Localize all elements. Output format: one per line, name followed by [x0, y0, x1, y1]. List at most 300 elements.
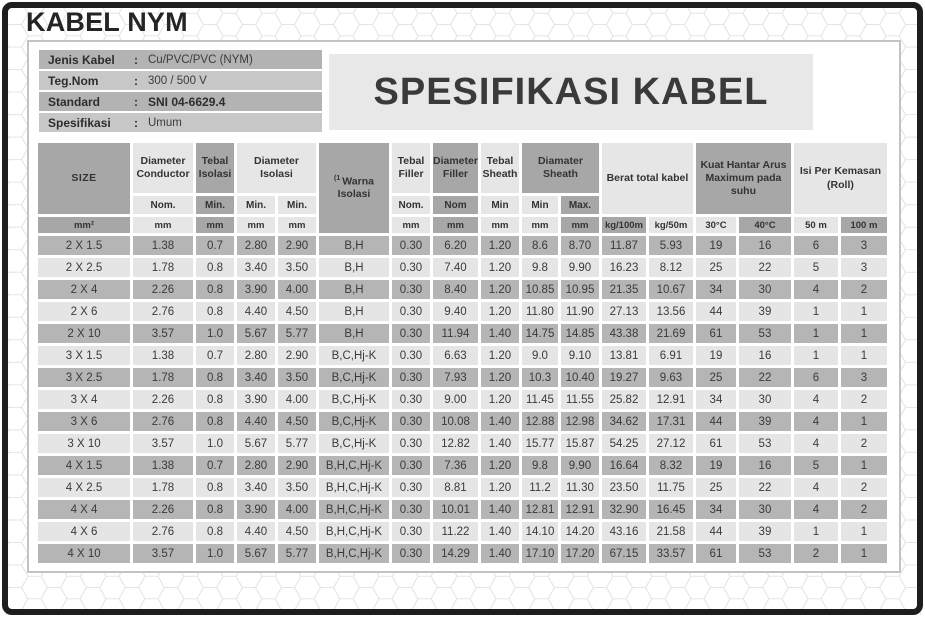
value-cell: 0.30 — [392, 368, 430, 387]
info-value: 300 / 500 V — [148, 74, 207, 87]
value-cell: 17.20 — [561, 544, 599, 563]
unit-40c: 40°C — [739, 217, 791, 233]
value-cell: 1.78 — [133, 478, 193, 497]
value-cell: 25 — [696, 258, 736, 277]
subheader-min: Min — [481, 196, 519, 214]
value-cell: 4 — [794, 434, 838, 453]
value-cell: 0.30 — [392, 478, 430, 497]
col-header-diameter-filler: Diameter Filler — [433, 143, 478, 193]
value-cell: 11.22 — [433, 522, 478, 541]
spec-table-body — [38, 236, 887, 563]
unit-mm: mm — [392, 217, 430, 233]
value-cell: B,C,Hj-K — [319, 390, 389, 409]
value-cell: 0.30 — [392, 412, 430, 431]
value-cell: 15.87 — [561, 434, 599, 453]
unit-50m: 50 m — [794, 217, 838, 233]
value-cell: 5 — [794, 456, 838, 475]
value-cell: 53 — [739, 544, 791, 563]
info-label: Spesifikasi — [48, 115, 111, 130]
subheader-min: Min. — [278, 196, 316, 214]
value-cell: 2.90 — [278, 456, 316, 475]
value-cell: 1 — [841, 456, 887, 475]
value-cell: 54.25 — [602, 434, 646, 453]
value-cell: 1.20 — [481, 368, 519, 387]
value-cell: 11.30 — [561, 478, 599, 497]
value-cell: 1.0 — [196, 324, 234, 343]
content-box — [27, 40, 901, 573]
value-cell: 1 — [841, 412, 887, 431]
value-cell: 1.20 — [481, 280, 519, 299]
value-cell: 23.50 — [602, 478, 646, 497]
info-row-standard — [39, 92, 322, 111]
value-cell: 12.81 — [522, 500, 558, 519]
value-cell: 4.00 — [278, 280, 316, 299]
value-cell: 0.8 — [196, 500, 234, 519]
value-cell: 3 — [841, 236, 887, 255]
value-cell: 39 — [739, 522, 791, 541]
value-cell: 8.81 — [433, 478, 478, 497]
value-cell: 30 — [739, 500, 791, 519]
size-cell: 2 X 6 — [38, 302, 130, 321]
value-cell: B,C,Hj-K — [319, 412, 389, 431]
value-cell: 12.91 — [649, 390, 693, 409]
value-cell: 2 — [794, 544, 838, 563]
table-row — [38, 412, 887, 431]
value-cell: 1.20 — [481, 346, 519, 365]
col-header-diamater-sheath: Diamater Sheath — [522, 143, 599, 193]
value-cell: 11.75 — [649, 478, 693, 497]
table-row — [38, 368, 887, 387]
value-cell: 1.38 — [133, 456, 193, 475]
value-cell: 1 — [841, 544, 887, 563]
table-row — [38, 456, 887, 475]
value-cell: 0.8 — [196, 478, 234, 497]
value-cell: B,C,Hj-K — [319, 346, 389, 365]
value-cell: 0.8 — [196, 368, 234, 387]
table-row — [38, 434, 887, 453]
value-cell: 4.00 — [278, 390, 316, 409]
value-cell: 16.64 — [602, 456, 646, 475]
value-cell: 2 — [841, 434, 887, 453]
value-cell: 9.10 — [561, 346, 599, 365]
col-header-isi-per-kemasan — [794, 143, 887, 214]
value-cell: B,C,Hj-K — [319, 434, 389, 453]
info-row-jenis-kabel — [39, 50, 322, 69]
value-cell: 33.57 — [649, 544, 693, 563]
value-cell: 2.76 — [133, 302, 193, 321]
value-cell: 1.20 — [481, 390, 519, 409]
table-row — [38, 522, 887, 541]
subheader-nom: Nom — [433, 196, 478, 214]
value-cell: 2.80 — [237, 456, 275, 475]
value-cell: 0.30 — [392, 434, 430, 453]
value-cell: 14.10 — [522, 522, 558, 541]
value-cell: 10.95 — [561, 280, 599, 299]
value-cell: 10.67 — [649, 280, 693, 299]
size-cell: 4 X 1.5 — [38, 456, 130, 475]
subheader-min: Min — [522, 196, 558, 214]
value-cell: 9.00 — [433, 390, 478, 409]
value-cell: 2.26 — [133, 500, 193, 519]
size-cell: 4 X 2.5 — [38, 478, 130, 497]
value-cell: 16 — [739, 456, 791, 475]
value-cell: 61 — [696, 434, 736, 453]
value-cell: 5.67 — [237, 324, 275, 343]
value-cell: 27.12 — [649, 434, 693, 453]
value-cell: 1.20 — [481, 302, 519, 321]
value-cell: B,H — [319, 302, 389, 321]
value-cell: 0.8 — [196, 280, 234, 299]
col-header-tebal-isolasi: Tebal Isolasi — [196, 143, 234, 193]
value-cell: 34.62 — [602, 412, 646, 431]
size-cell: 2 X 2.5 — [38, 258, 130, 277]
value-cell: 8.32 — [649, 456, 693, 475]
value-cell: 3.50 — [278, 368, 316, 387]
value-cell: 61 — [696, 324, 736, 343]
value-cell: 9.90 — [561, 258, 599, 277]
info-value: Umum — [148, 116, 182, 129]
value-cell: 15.77 — [522, 434, 558, 453]
value-cell: 16 — [739, 236, 791, 255]
unit-mm: mm — [481, 217, 519, 233]
value-cell: 11.45 — [522, 390, 558, 409]
col-header-diameter-conductor: Diameter Conductor — [133, 143, 193, 193]
value-cell: 0.30 — [392, 258, 430, 277]
value-cell: 3.57 — [133, 434, 193, 453]
col-header-kuat-hantar: Kuat Hantar Arus Maximum pada suhu — [696, 143, 791, 214]
unit-mm: mm — [278, 217, 316, 233]
value-cell: 16.45 — [649, 500, 693, 519]
value-cell: 43.38 — [602, 324, 646, 343]
value-cell: 3.40 — [237, 258, 275, 277]
value-cell: 14.85 — [561, 324, 599, 343]
value-cell: 0.30 — [392, 324, 430, 343]
isi-line2: (Roll) — [827, 178, 854, 191]
value-cell: 1.40 — [481, 434, 519, 453]
value-cell: 0.30 — [392, 236, 430, 255]
value-cell: 12.82 — [433, 434, 478, 453]
value-cell: 1 — [841, 324, 887, 343]
info-value: Cu/PVC/PVC (NYM) — [148, 53, 253, 66]
value-cell: 3.57 — [133, 544, 193, 563]
value-cell: 61 — [696, 544, 736, 563]
value-cell: 1 — [841, 346, 887, 365]
value-cell: 34 — [696, 390, 736, 409]
value-cell: 2.26 — [133, 280, 193, 299]
value-cell: 17.31 — [649, 412, 693, 431]
value-cell: 4 — [794, 412, 838, 431]
value-cell: 3.50 — [278, 258, 316, 277]
value-cell: 39 — [739, 302, 791, 321]
value-cell: 13.56 — [649, 302, 693, 321]
value-cell: 9.8 — [522, 456, 558, 475]
value-cell: B,H,C,Hj-K — [319, 544, 389, 563]
value-cell: 4.40 — [237, 302, 275, 321]
cable-info-block — [39, 50, 322, 134]
info-row-spesifikasi — [39, 113, 322, 132]
value-cell: 1 — [841, 522, 887, 541]
unit-mm: mm — [561, 217, 599, 233]
value-cell: 0.8 — [196, 522, 234, 541]
info-separator: : — [134, 94, 138, 109]
value-cell: 4 — [794, 280, 838, 299]
value-cell: 2 — [841, 280, 887, 299]
value-cell: 4.50 — [278, 412, 316, 431]
value-cell: 10.01 — [433, 500, 478, 519]
value-cell: 32.90 — [602, 500, 646, 519]
value-cell: 0.30 — [392, 500, 430, 519]
value-cell: 4.50 — [278, 522, 316, 541]
value-cell: 3.90 — [237, 500, 275, 519]
value-cell: 4.00 — [278, 500, 316, 519]
value-cell: B,H,C,Hj-K — [319, 500, 389, 519]
col-header-tebal-filler: Tebal Filler — [392, 143, 430, 193]
value-cell: 1.78 — [133, 258, 193, 277]
value-cell: 10.85 — [522, 280, 558, 299]
value-cell: 2.80 — [237, 346, 275, 365]
size-cell: 2 X 1.5 — [38, 236, 130, 255]
value-cell: 1.78 — [133, 368, 193, 387]
value-cell: 3 — [841, 368, 887, 387]
value-cell: 9.0 — [522, 346, 558, 365]
value-cell: 14.29 — [433, 544, 478, 563]
value-cell: 1 — [794, 302, 838, 321]
value-cell: 30 — [739, 390, 791, 409]
value-cell: 1.0 — [196, 544, 234, 563]
value-cell: 1.20 — [481, 236, 519, 255]
value-cell: 1.20 — [481, 456, 519, 475]
value-cell: 30 — [739, 280, 791, 299]
subheader-nom: Nom. — [392, 196, 430, 214]
value-cell: B,H,C,Hj-K — [319, 478, 389, 497]
value-cell: 7.40 — [433, 258, 478, 277]
value-cell: 53 — [739, 324, 791, 343]
info-separator: : — [134, 73, 138, 88]
value-cell: 1.40 — [481, 522, 519, 541]
value-cell: 2.76 — [133, 522, 193, 541]
size-cell: 4 X 6 — [38, 522, 130, 541]
info-separator: : — [134, 52, 138, 67]
value-cell: 25.82 — [602, 390, 646, 409]
value-cell: 25 — [696, 478, 736, 497]
value-cell: 0.7 — [196, 346, 234, 365]
value-cell: 2.26 — [133, 390, 193, 409]
table-row — [38, 236, 887, 255]
value-cell: 0.30 — [392, 544, 430, 563]
value-cell: 34 — [696, 500, 736, 519]
value-cell: 0.8 — [196, 412, 234, 431]
size-cell: 2 X 4 — [38, 280, 130, 299]
value-cell: 5 — [794, 258, 838, 277]
value-cell: 22 — [739, 258, 791, 277]
isi-line1: Isi Per Kemasan — [799, 165, 882, 178]
table-row — [38, 478, 887, 497]
value-cell: 21.69 — [649, 324, 693, 343]
value-cell: B,H — [319, 324, 389, 343]
value-cell: 9.8 — [522, 258, 558, 277]
value-cell: 0.7 — [196, 236, 234, 255]
value-cell: 2.80 — [237, 236, 275, 255]
unit-100m: 100 m — [841, 217, 887, 233]
table-row — [38, 302, 887, 321]
value-cell: 11.90 — [561, 302, 599, 321]
value-cell: 2.90 — [278, 236, 316, 255]
value-cell: 11.2 — [522, 478, 558, 497]
value-cell: 4.40 — [237, 522, 275, 541]
value-cell: 4.40 — [237, 412, 275, 431]
value-cell: B,H — [319, 236, 389, 255]
value-cell: 19 — [696, 346, 736, 365]
col-header-tebal-sheath: Tebal Sheath — [481, 143, 519, 193]
value-cell: 0.8 — [196, 390, 234, 409]
size-cell: 3 X 10 — [38, 434, 130, 453]
value-cell: 44 — [696, 412, 736, 431]
info-label: Teg.Nom — [48, 73, 99, 88]
value-cell: 2 — [841, 500, 887, 519]
value-cell: 7.36 — [433, 456, 478, 475]
value-cell: 12.88 — [522, 412, 558, 431]
table-row — [38, 544, 887, 563]
table-row — [38, 258, 887, 277]
value-cell: 25 — [696, 368, 736, 387]
value-cell: 1.20 — [481, 478, 519, 497]
unit-30c: 30°C — [696, 217, 736, 233]
info-label: Jenis Kabel — [48, 52, 115, 67]
table-row — [38, 390, 887, 409]
size-cell: 3 X 4 — [38, 390, 130, 409]
value-cell: 43.16 — [602, 522, 646, 541]
value-cell: 9.90 — [561, 456, 599, 475]
value-cell: 44 — [696, 522, 736, 541]
value-cell: 0.7 — [196, 456, 234, 475]
value-cell: 1.38 — [133, 346, 193, 365]
value-cell: 16 — [739, 346, 791, 365]
size-cell: 4 X 4 — [38, 500, 130, 519]
value-cell: 5.93 — [649, 236, 693, 255]
value-cell: 67.15 — [602, 544, 646, 563]
value-cell: 7.93 — [433, 368, 478, 387]
unit-kg-100m: kg/100m — [602, 217, 646, 233]
value-cell: 21.58 — [649, 522, 693, 541]
value-cell: 1.40 — [481, 324, 519, 343]
value-cell: 27.13 — [602, 302, 646, 321]
col-header-diameter-isolasi: Diameter Isolasi — [237, 143, 316, 193]
value-cell: 1.40 — [481, 500, 519, 519]
value-cell: 1.0 — [196, 434, 234, 453]
value-cell: 16.23 — [602, 258, 646, 277]
table-row — [38, 324, 887, 343]
value-cell: 3.57 — [133, 324, 193, 343]
value-cell: 0.8 — [196, 258, 234, 277]
page-title: KABEL NYM — [26, 7, 188, 37]
value-cell: 44 — [696, 302, 736, 321]
value-cell: 1.38 — [133, 236, 193, 255]
value-cell: 6.20 — [433, 236, 478, 255]
col-header-size: SIZE — [38, 143, 130, 214]
value-cell: 0.30 — [392, 302, 430, 321]
size-cell: 4 X 10 — [38, 544, 130, 563]
value-cell: 9.40 — [433, 302, 478, 321]
value-cell: B,H,C,Hj-K — [319, 522, 389, 541]
value-cell: 6.91 — [649, 346, 693, 365]
value-cell: 19 — [696, 456, 736, 475]
footnote-marker: (1 — [334, 174, 341, 182]
value-cell: 11.94 — [433, 324, 478, 343]
value-cell: 14.75 — [522, 324, 558, 343]
value-cell: 1 — [841, 302, 887, 321]
unit-mm: mm — [237, 217, 275, 233]
value-cell: 2 — [841, 478, 887, 497]
value-cell: 0.30 — [392, 280, 430, 299]
value-cell: 3.50 — [278, 478, 316, 497]
value-cell: 8.40 — [433, 280, 478, 299]
info-value: SNI 04-6629.4 — [148, 94, 226, 109]
col-header-berat-total: Berat total kabel — [602, 143, 693, 214]
value-cell: 12.98 — [561, 412, 599, 431]
value-cell: 39 — [739, 412, 791, 431]
subheader-min: Min. — [237, 196, 275, 214]
value-cell: 11.80 — [522, 302, 558, 321]
value-cell: 5.67 — [237, 434, 275, 453]
value-cell: 0.30 — [392, 456, 430, 475]
value-cell: 6 — [794, 368, 838, 387]
value-cell: 11.87 — [602, 236, 646, 255]
value-cell: 5.77 — [278, 544, 316, 563]
value-cell: 6.63 — [433, 346, 478, 365]
value-cell: 8.70 — [561, 236, 599, 255]
info-label: Standard — [48, 94, 101, 109]
subheader-min: Min. — [196, 196, 234, 214]
value-cell: 22 — [739, 478, 791, 497]
value-cell: 17.10 — [522, 544, 558, 563]
value-cell: 3.90 — [237, 280, 275, 299]
value-cell: 6 — [794, 236, 838, 255]
value-cell: 8.6 — [522, 236, 558, 255]
value-cell: 4 — [794, 390, 838, 409]
value-cell: 11.55 — [561, 390, 599, 409]
banner-title: SPESIFIKASI KABEL — [329, 54, 813, 130]
value-cell: 5.67 — [237, 544, 275, 563]
size-cell: 2 X 10 — [38, 324, 130, 343]
subheader-nom: Nom. — [133, 196, 193, 214]
value-cell: B,H — [319, 258, 389, 277]
value-cell: 1.40 — [481, 544, 519, 563]
value-cell: 0.30 — [392, 390, 430, 409]
unit-mm: mm — [133, 217, 193, 233]
value-cell: 1 — [794, 324, 838, 343]
col-header-warna-isolasi — [319, 143, 389, 233]
value-cell: 21.35 — [602, 280, 646, 299]
value-cell: 10.40 — [561, 368, 599, 387]
size-cell: 3 X 2.5 — [38, 368, 130, 387]
value-cell: 8.12 — [649, 258, 693, 277]
value-cell: 1 — [794, 346, 838, 365]
value-cell: 2.90 — [278, 346, 316, 365]
value-cell: 22 — [739, 368, 791, 387]
size-cell: 3 X 1.5 — [38, 346, 130, 365]
value-cell: B,H,C,Hj-K — [319, 456, 389, 475]
value-cell: 1.20 — [481, 258, 519, 277]
size-cell: 3 X 6 — [38, 412, 130, 431]
value-cell: 19 — [696, 236, 736, 255]
value-cell: 3.40 — [237, 368, 275, 387]
spec-table — [35, 140, 890, 566]
value-cell: 5.77 — [278, 434, 316, 453]
value-cell: 19.27 — [602, 368, 646, 387]
unit-kg-50m: kg/50m — [649, 217, 693, 233]
value-cell: 34 — [696, 280, 736, 299]
value-cell: 14.20 — [561, 522, 599, 541]
